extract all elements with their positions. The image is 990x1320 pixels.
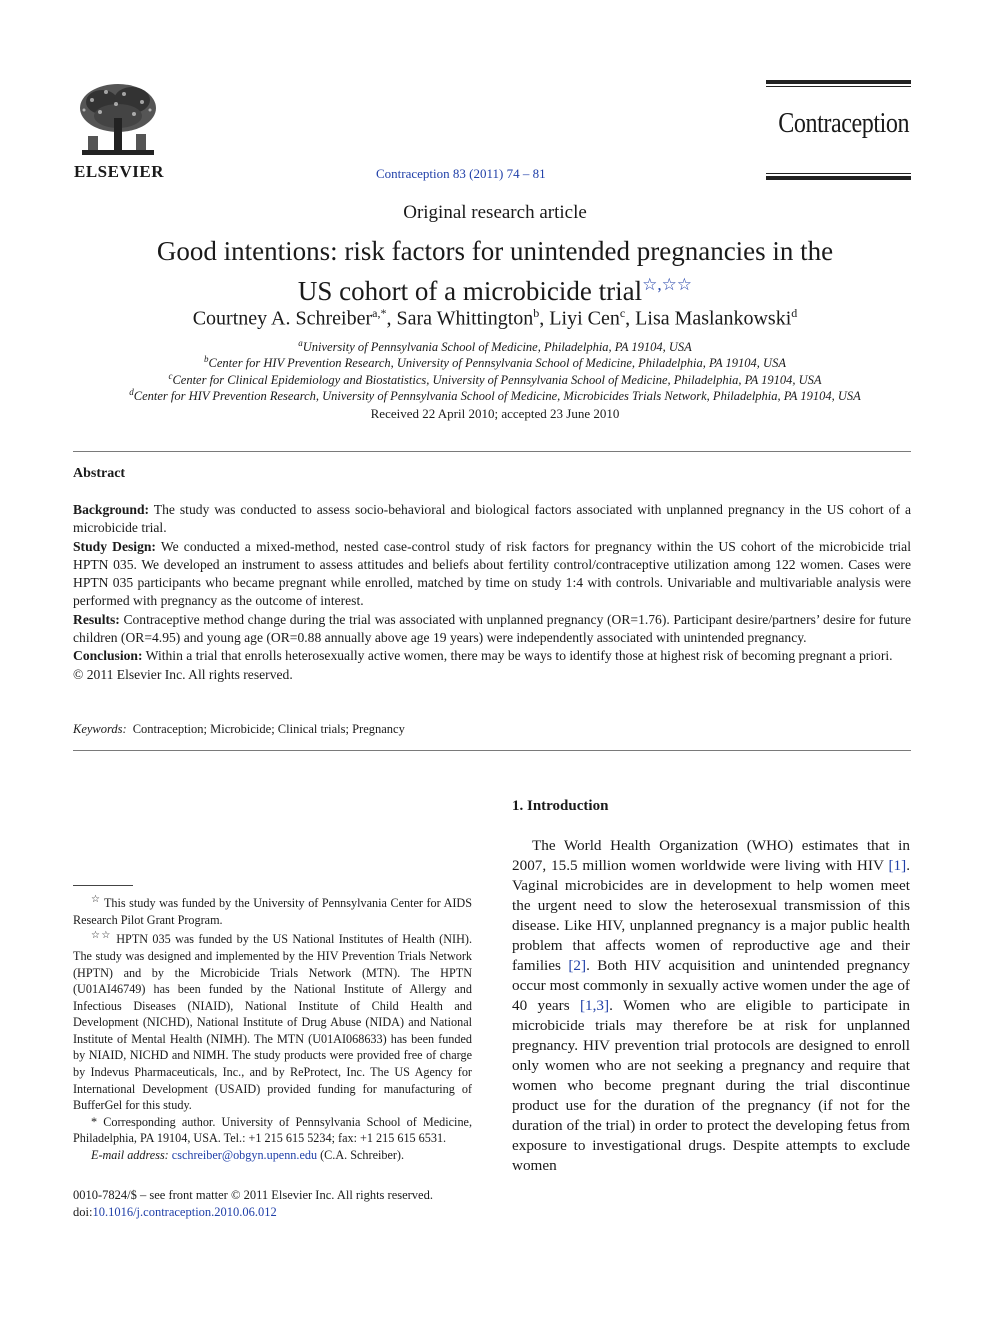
doi-label: doi: [73, 1205, 93, 1219]
reference-link[interactable]: [1] [888, 857, 907, 874]
article-type: Original research article [403, 202, 587, 223]
received-dates: Received 22 April 2010; accepted 23 June 2010 [370, 406, 620, 421]
abstract-conclusion-label: Conclusion: [73, 648, 143, 664]
author-name[interactable]: Sara Whittington [396, 307, 534, 330]
author-list [0, 306, 990, 331]
affiliation [0, 338, 990, 355]
doi-link[interactable]: 10.1016/j.contraception.2010.06.012 [92, 1205, 277, 1219]
footnote-mark: ☆☆ [91, 930, 112, 942]
author-separator: , [625, 307, 636, 330]
reference-link[interactable]: [1,3] [579, 997, 610, 1014]
intro-text: . Women who are eligible to participate in microbicide trials may therefore be at risk for unplanned pregnancy. HIV prevention trial protocols are designed to enroll only women who are not seeking a pregnancy and require that women who become pregnant during the trial discontinue product use for the duration of the pregnancy (if not for the duration of the trial) in order to protect the developing fetus from exposure to investigational drugs. Despite attempts to exclude women [512, 997, 911, 1174]
footnote-text: This study was funded by the University of Pennsylvania Center for AIDS Research Pilot Grant Program. [73, 896, 473, 927]
keywords-label: Keywords: [73, 722, 127, 736]
affiliation [0, 371, 990, 388]
abstract-background-label: Background: [73, 502, 150, 517]
email-owner: (C.A. Schreiber). [320, 1148, 405, 1163]
section-heading-introduction: 1. Introduction [512, 798, 609, 814]
abstract-background [73, 501, 911, 538]
elsevier-tree-icon [72, 80, 164, 160]
abstract-background-text: The study was conducted to assess socio-behavioral and biological factors associated with unplanned pregnancy in the US cohort of a microbicide trial. [73, 502, 911, 536]
affiliation-text: Center for HIV Prevention Research, University of Pennsylvania School of Medicine, Philadelphia, PA 19104, USA [208, 356, 786, 371]
introduction-paragraph [512, 836, 910, 1176]
masthead-rule-bottom-thin [766, 173, 911, 174]
keywords-text: Contraception; Microbicide; Clinical trials; Pregnancy [132, 722, 405, 736]
author-affiliation-marker: a,* [372, 306, 387, 320]
abstract-conclusion [73, 647, 911, 665]
affiliation-marker: b [204, 354, 209, 364]
footnote-rule [73, 885, 133, 886]
author-name[interactable]: Lisa Maslankowski [635, 307, 792, 330]
author-affiliation-marker: d [791, 306, 798, 320]
affiliation-marker: c [168, 371, 173, 381]
intro-text: . Both HIV acquisition and unintended pregnancy occur most commonly in sexually active women under the age of 40 years [512, 957, 911, 1014]
footnote-funding-2 [73, 928, 472, 1114]
abstract-design-text: We conducted a mixed-method, nested case-control study of risk factors for pregnancy within the US cohort of the microbicide trial HPTN 035. We developed an instrument to assess attitudes and beliefs about fertility control/contraceptive utilization among 122 women. Cases were HPTN 035 participants who became pregnant while enrolled, matched by time on study 1:4 with controls. Univariable and multivariable analysis were performed with pregnancy as the outcome of interest. [73, 538, 911, 609]
author-affiliation-marker: c [619, 306, 626, 320]
journal-citation-link[interactable]: Contraception 83 (2011) 74 – 81 [376, 166, 546, 181]
abstract-results [73, 611, 911, 648]
publisher-wordmark: ELSEVIER [74, 162, 164, 181]
masthead-rule-bottom [766, 176, 911, 180]
article-title-line-1: Good intentions: risk factors for unintended pregnancies in the [156, 236, 834, 266]
author-affiliation-marker: b [533, 306, 540, 320]
intro-text: The World Health Organization (WHO) estimates that in 2007, 15.5 million women worldwide were living with HIV [512, 837, 910, 874]
masthead-rule-top [766, 80, 911, 84]
affiliation-marker: d [129, 387, 134, 397]
article-title [60, 234, 930, 308]
abstract-results-text: Contraceptive method change during the trial was associated with unplanned pregnancy (OR=1.76). Participant desire/partners’ desire for future children (OR=4.95) and young age (OR=0.88 annually above age 19 years) were independently associated with unintended pregnancy. [73, 611, 911, 646]
abstract-copyright: © 2011 Elsevier Inc. All rights reserved. [73, 666, 293, 682]
affiliation-text: Center for Clinical Epidemiology and Biostatistics, University of Pennsylvania School of Medicine, Philadelphia, PA 19104, USA [172, 373, 822, 388]
keywords [73, 722, 405, 737]
author-separator: , [539, 307, 550, 330]
author-name[interactable]: Liyi Cen [549, 307, 620, 330]
abstract-design-label: Study Design: [73, 538, 156, 554]
abstract-rule-bottom [73, 750, 911, 751]
article-title-line-2 [60, 268, 930, 308]
author-name[interactable]: Courtney A. Schreiber [192, 307, 373, 330]
footnotes [73, 892, 472, 1164]
email-label: E-mail address: [91, 1148, 169, 1163]
abstract-conclusion-text: Within a trial that enrolls heterosexually active women, there may be ways to identify those at highest risk of becoming pregnant a priori. [145, 648, 893, 664]
abstract-body [73, 501, 911, 684]
affiliation-text: Center for HIV Prevention Research, University of Pennsylvania School of Medicine, Microbicides Trials Network, Philadelphia, PA 19104, USA [133, 389, 861, 404]
abstract-results-label: Results: [73, 611, 120, 627]
article-title-line-2-text: US cohort of a microbicide trial [297, 276, 643, 306]
abstract-rule-top [73, 451, 911, 452]
footnote-text: HPTN 035 was funded by the US National Institutes of Health (NIH). The study was designed and implemented by the HIV Prevention Trials Network (HPTN) and by the Microbicide Trials Network (MTN). The HPTN (U01AI46749) has been funded by the National Institute of Allergy and Infectious Diseases (NIAID), National Institute of Child Health and Development (NICHD), National Institute of Drug Abuse (NIDA) and National Institute of Mental Health (NIMH). The MTN (U01AI068633) has been funded by NIAID, NICHD and NIMH. The study products were provided free of charge by Indevus Pharmaceuticals, Inc., and by ReProtect, Inc. The US Agency for International Development (USAID) provided funding for manufacturing of BufferGel for this study. [73, 932, 472, 1113]
email-link[interactable]: cschreiber@obgyn.upenn.edu [171, 1148, 318, 1163]
reference-link[interactable]: [2] [568, 957, 587, 974]
abstract-design [73, 538, 911, 611]
funding-note-marks[interactable]: ☆,☆☆ [642, 275, 693, 294]
footnote-email [73, 1147, 472, 1164]
affiliation-marker: a [298, 338, 303, 348]
issn-line: 0010-7824/$ – see front matter © 2011 Elsevier Inc. All rights reserved. [73, 1188, 433, 1202]
abstract-heading: Abstract [73, 466, 126, 481]
journal-masthead [766, 80, 911, 180]
footnote-funding-1 [73, 892, 472, 928]
masthead-rule-top-thin [766, 86, 911, 87]
intro-text: . Vaginal microbicides are in development to help women meet the urgent need to slow the heterosexual transmission of this disease. Like HIV, unplanned pregnancy is a major public health problem that affects women of reproductive age and their families [512, 857, 911, 974]
journal-name: Contraception [778, 108, 909, 139]
affiliation-text: University of Pennsylvania School of Medicine, Philadelphia, PA 19104, USA [302, 340, 692, 355]
doi-line [73, 1204, 433, 1221]
footnote-corresponding: * Corresponding author. University of Pennsylvania School of Medicine, Philadelphia, PA 19104, USA. Tel.: +1 215 615 5234; fax: +1 215 615 6531. [73, 1114, 472, 1146]
footnote-mark: ☆ [91, 894, 101, 905]
author-separator: , [386, 307, 397, 330]
affiliation [0, 354, 990, 371]
publisher-logo [72, 80, 164, 180]
issn-block [73, 1187, 433, 1221]
affiliation [0, 387, 990, 404]
